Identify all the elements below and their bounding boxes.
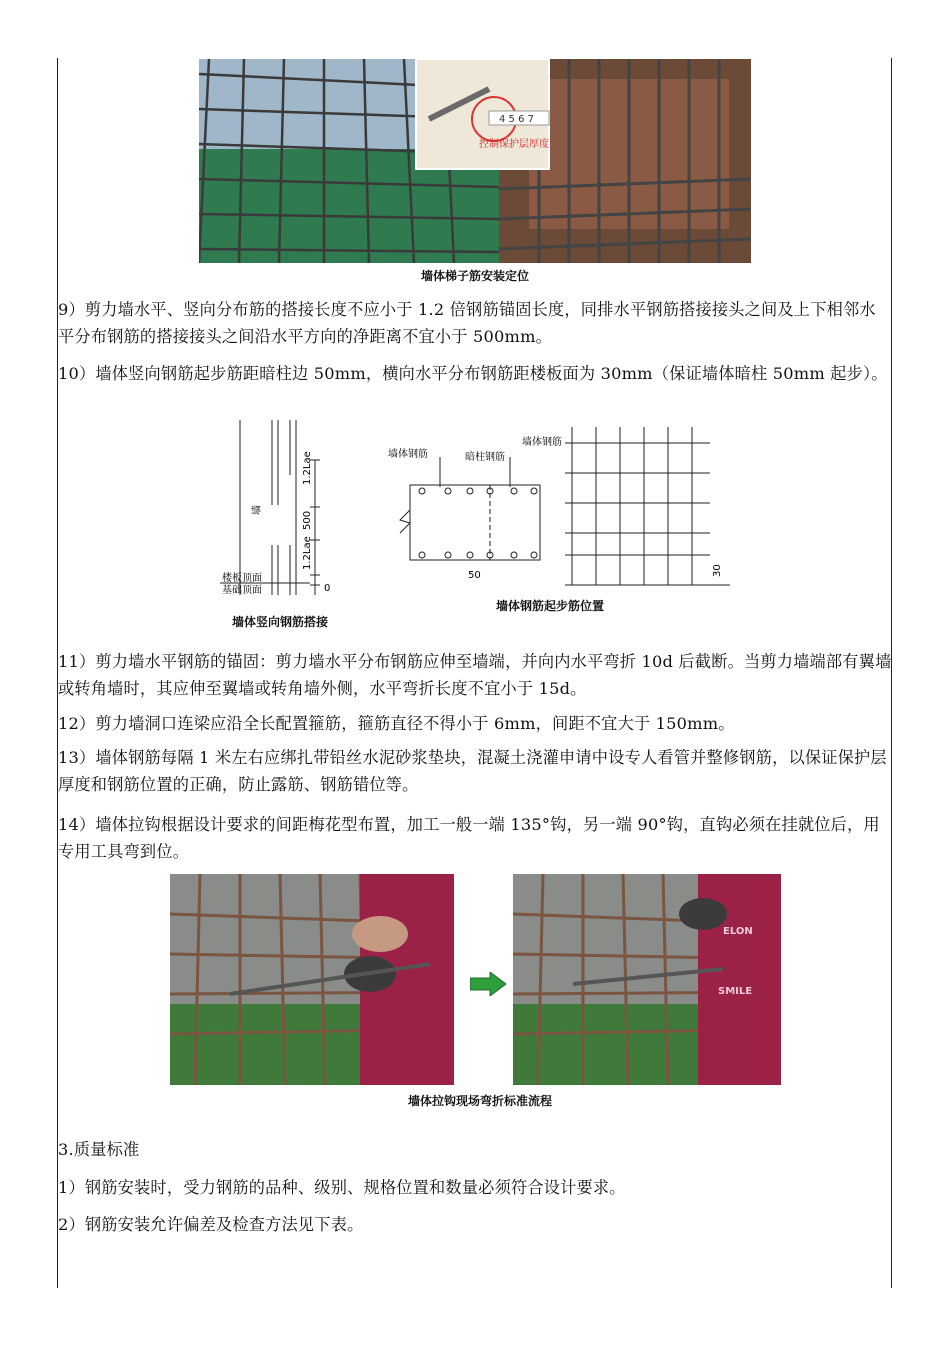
shirt-text-1: ELON [723, 926, 753, 937]
paragraph-9: 9）剪力墙水平、竖向分布筋的搭接长度不应小于 1.2 倍钢筋锚固长度，同排水平钢筋搭接接头之间及上下相邻水平分布钢筋的搭接接头之间沿水平方向的净距离不宜小于 500mm。 [58, 300, 876, 346]
wall-label: 墙 [252, 505, 263, 515]
lap-upper-label: 1.2Lae [302, 451, 313, 485]
label-wall-bar-1: 墙体钢筋 [388, 449, 428, 460]
inset-label: 控制保护层厚度 [479, 139, 549, 150]
arrow-right-icon [470, 972, 506, 996]
floor-label-1: 楼板顶面 [222, 573, 262, 584]
ruler-digits: 4 5 6 7 [499, 114, 534, 125]
figure3-caption: 墙体拉钩现场弯折标准流程 [407, 1094, 552, 1108]
paragraph-12: 12）剪力墙洞口连梁应沿全长配置箍筋，箍筋直径不得小于 6mm，间距不宜大于 150mm。 [58, 714, 735, 733]
floor-label-2: 基础顶面 [222, 585, 262, 596]
label-wall-bar-2: 墙体钢筋 [522, 437, 562, 448]
section-3-heading: 3.质量标准 [58, 1140, 140, 1159]
zero-label: 0 [324, 583, 331, 594]
lap-mid-label: 500 [302, 510, 313, 530]
paragraph-14: 14）墙体拉钩根据设计要求的间距梅花型布置，加工一般一端 135°钩，另一端 90°钩，直钩必须在挂就位后，用专用工具弯到位。 [58, 815, 880, 861]
paragraph-11: 11）剪力墙水平钢筋的锚固：剪力墙水平分布钢筋应伸至墙端，并向内水平弯折 10d 后截断。当剪力墙端部有翼墙或转角墙时，其应伸至翼墙或转角墙外侧，水平弯折长度不宜小于 15d。 [58, 652, 892, 698]
figure2-right-caption: 墙体钢筋起步筋位置 [495, 599, 604, 613]
ladder-bar-photo [199, 59, 751, 263]
paragraph-13: 13）墙体钢筋每隔 1 米左右应绑扎带铅丝水泥砂浆垫块，混凝土浇灌申请中设专人看管并整修钢筋，以保证保护层厚度和钢筋位置的正确，防止露筋、钢筋错位等。 [58, 748, 887, 794]
tie-hook-photo-after [513, 874, 781, 1085]
lap-lower-label: 1.2Lae [302, 536, 313, 570]
shirt-text-2: SMILE [718, 986, 753, 997]
quality-item-2: 2）钢筋安装允许偏差及检查方法见下表。 [58, 1215, 364, 1234]
paragraph-10: 10）墙体竖向钢筋起步筋距暗柱边 50mm，横向水平分布钢筋距楼板面为 30mm（保证墙体暗柱 50mm 起步）。 [58, 364, 888, 383]
label-hidden-column-bar: 暗柱钢筋 [465, 452, 505, 463]
dim-50-label: 50 [468, 570, 481, 581]
figure1-caption: 墙体梯子筋安装定位 [420, 269, 529, 283]
dim-30-label: 30 [712, 564, 723, 577]
tie-hook-photo-before [170, 874, 454, 1085]
figure2-left-caption: 墙体竖向钢筋搭接 [231, 615, 328, 629]
quality-item-1: 1）钢筋安装时，受力钢筋的品种、级别、规格位置和数量必须符合设计要求。 [58, 1178, 626, 1197]
